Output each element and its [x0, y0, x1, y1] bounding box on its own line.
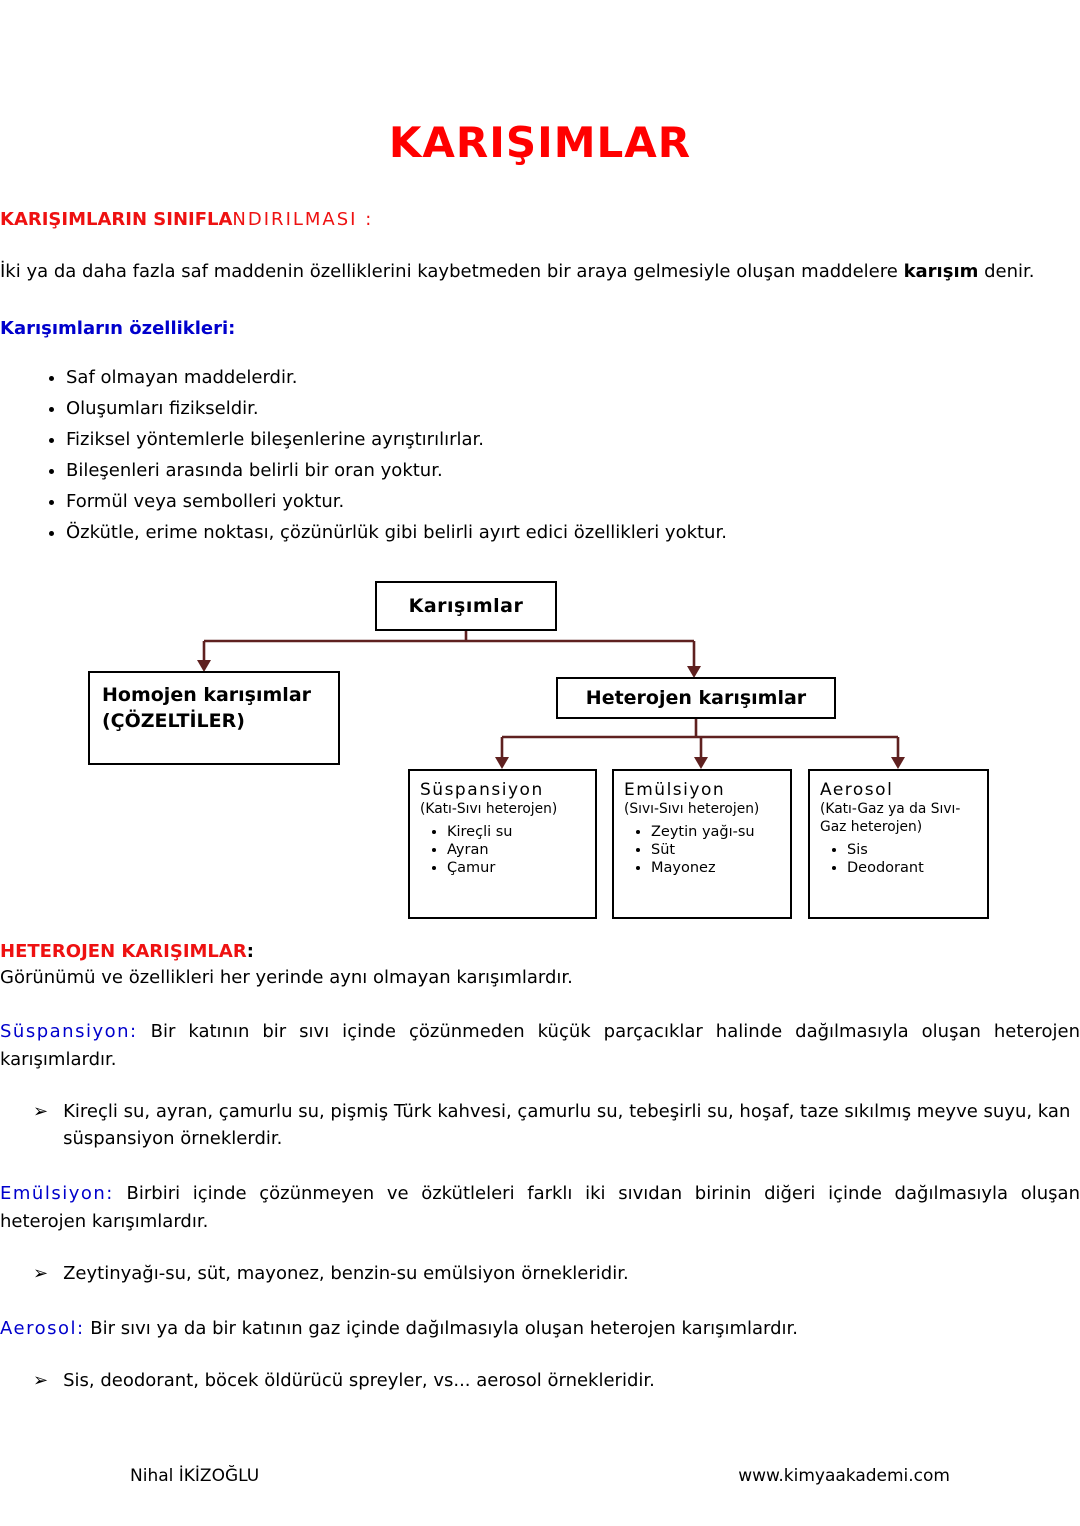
suspansiyon-box-subtitle: (Katı-Sıvı heterojen) [420, 801, 558, 818]
properties-list [0, 365, 1080, 552]
suspansiyon-example-text: Kireçli su, ayran, çamurlu su, pişmiş Türk kahvesi, çamurlu su, tebeşirli su, hoşaf, taze sıkılmış meyve suyu, kan süspansiyon örneklerdir. [63, 1101, 1071, 1150]
list-item: • Ayran [447, 842, 591, 858]
footer-website: www.kimyaakademi.com [738, 1466, 950, 1486]
homojen-label-line1: Homojen karışımlar [102, 684, 312, 707]
list-item: • Mayonez [651, 860, 786, 876]
footer-author: Nihal İKİZOĞLU [130, 1466, 260, 1486]
diagram-box-heterojen: Heterojen karışımlar [556, 677, 836, 719]
list-item: • Çamur [447, 860, 591, 876]
suspansiyon-label: Süspansiyon: [0, 1021, 138, 1043]
emulsiyon-box-subtitle: (Sıvı-Sıvı heterojen) [624, 801, 760, 818]
classification-heading-rest: NDIRILMASI : [232, 209, 374, 230]
property-item: • Özkütle, erime noktası, çözünürlük gibi belirli ayırt edici özellikleri yoktur. [66, 520, 1080, 546]
property-item: • Saf olmayan maddelerdir. [66, 365, 1080, 391]
property-item: • Fiziksel yöntemlerle bileşenlerine ayrıştırılırlar. [66, 427, 1080, 453]
classification-diagram [0, 579, 1080, 921]
diagram-box-suspansiyon [408, 769, 597, 919]
aerosol-box-list [820, 842, 983, 876]
heterojen-heading-text: HETEROJEN KARIŞIMLAR [0, 941, 247, 963]
diagram-box-homojen [88, 671, 340, 765]
diagram-box-aerosol [808, 769, 989, 919]
aerosol-box-title: Aerosol [820, 780, 894, 801]
suspansiyon-box-title: Süspansiyon [420, 780, 544, 801]
suspansiyon-paragraph [0, 1018, 1080, 1074]
intro-text-after: denir. [978, 261, 1035, 282]
classification-heading [0, 209, 1080, 230]
aerosol-examples [0, 1367, 1080, 1394]
page-footer [0, 1466, 1080, 1486]
arrow-bullet-icon: ➢ [33, 1263, 49, 1285]
list-item: • Kireçli su [447, 824, 591, 840]
emulsiyon-text: Birbiri içinde çözünmeyen ve özkütleleri farklı iki sıvıdan birinin diğeri içinde dağılmasıyla oluşan heterojen karışımlardır. [0, 1183, 1080, 1233]
aerosol-example-text: Sis, deodorant, böcek öldürücü spreyler, vs... aerosol örnekleridir. [63, 1369, 655, 1391]
emulsiyon-paragraph [0, 1180, 1080, 1236]
diagram-box-karisimlar: Karışımlar [375, 581, 557, 631]
heterojen-section-description: Görünümü ve özellikleri her yerinde aynı olmayan karışımlardır. [0, 967, 573, 989]
aerosol-label: Aerosol: [0, 1318, 85, 1340]
emulsiyon-label: Emülsiyon: [0, 1183, 114, 1205]
arrow-bullet-icon: ➢ [33, 1369, 49, 1391]
property-item: • Oluşumları fizikseldir. [66, 396, 1080, 422]
emulsiyon-example-text: Zeytinyağı-su, süt, mayonez, benzin-su emülsiyon örnekleridir. [63, 1263, 629, 1285]
aerosol-box-subtitle: (Katı-Gaz ya da Sıvı-Gaz heterojen) [820, 801, 961, 836]
page-title: KARIŞIMLAR [388, 118, 692, 167]
intro-paragraph [0, 258, 1080, 286]
heterojen-section-heading [0, 941, 1080, 962]
suspansiyon-examples [0, 1098, 1080, 1152]
emulsiyon-examples [0, 1260, 1080, 1287]
intro-keyword: karışım [903, 261, 979, 282]
list-item: • Sis [847, 842, 983, 858]
list-item: • Süt [651, 842, 786, 858]
heterojen-heading-colon: : [246, 941, 254, 963]
diagram-box-emulsiyon [612, 769, 792, 919]
list-item: • Zeytin yağı-su [651, 824, 786, 840]
intro-text-before: İki ya da daha fazla saf maddenin özelliklerini kaybetmeden bir araya gelmesiyle oluşan maddelere [0, 261, 904, 282]
suspansiyon-box-list [420, 824, 591, 876]
arrow-bullet-icon: ➢ [33, 1101, 49, 1123]
list-item: • Deodorant [847, 860, 983, 876]
emulsiyon-box-list [624, 824, 786, 876]
suspansiyon-text: Bir katının bir sıvı içinde çözünmeden küçük parçacıklar halinde dağılmasıyla oluşan heterojen karışımlardır. [0, 1021, 1080, 1071]
properties-heading: Karışımların özellikleri: [0, 317, 236, 339]
aerosol-text: Bir sıvı ya da bir katının gaz içinde dağılmasıyla oluşan heterojen karışımlardır. [90, 1318, 799, 1340]
property-item: • Formül veya sembolleri yoktur. [66, 489, 1080, 515]
aerosol-paragraph [0, 1315, 1080, 1343]
classification-heading-bold: KARIŞIMLARIN SINIFLA [0, 209, 233, 230]
property-item: • Bileşenleri arasında belirli bir oran yoktur. [66, 458, 1080, 484]
emulsiyon-box-title: Emülsiyon [624, 780, 726, 801]
homojen-label-line2: (ÇÖZELTİLER) [102, 710, 245, 733]
